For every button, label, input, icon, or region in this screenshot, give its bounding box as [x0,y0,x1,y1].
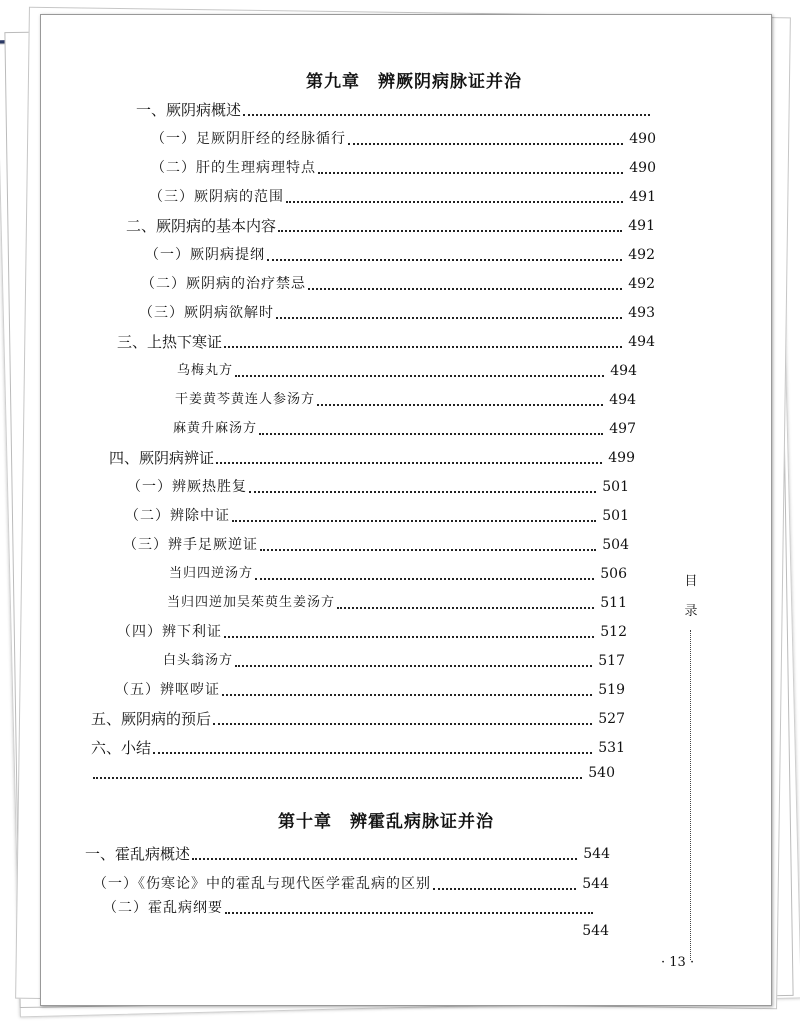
toc-entry [151,157,656,179]
leader-dots [224,635,594,638]
leader-dots [308,287,622,290]
toc-entry [123,534,629,556]
toc-entry-label: 六、小结 [91,739,152,757]
toc-entry-page: 544 [583,846,610,862]
toc-entry-label: （一）厥阴病提纲 [145,247,265,263]
toc-entry-label: 二、厥阴病的基本内容 [126,217,277,235]
chapter-10-title: 第十章 辨霍乱病脉证并治 [278,812,494,832]
toc-entry-page: 491 [629,189,656,205]
toc-entry-page: 490 [629,160,656,176]
toc-entry-page: 491 [628,218,655,234]
toc-entry-label: （三）厥阴病的范围 [149,189,284,205]
leader-dots [249,490,596,493]
toc-entry [117,331,655,353]
toc-entry-page: 494 [610,363,637,379]
toc-entry [126,215,655,237]
toc-entry-label: （四）辨下利证 [117,624,222,640]
leader-dots [267,258,622,261]
leader-dots [317,403,603,406]
margin-dotted-line [690,630,691,960]
toc-entry-page: 506 [600,566,627,582]
toc-entry-label: 白头翁汤方 [163,653,234,668]
toc-entry-page: 512 [600,624,627,640]
toc-entry [169,563,627,585]
toc-entry [109,447,635,469]
margin-label-char: 录 [684,604,698,619]
toc-entry-page: 519 [598,682,625,698]
toc-entry-page: 501 [602,508,629,524]
toc-entry-page: 544 [582,876,609,892]
toc-entry-page: 499 [608,450,635,466]
toc-entry-label: 当归四逆加吴茱萸生姜汤方 [167,595,336,610]
leader-dots [235,374,604,377]
margin-label-char: 目 [684,574,698,589]
toc-entry-label: 干姜黄芩黄连人参汤方 [175,392,316,407]
leader-dots [224,345,622,348]
toc-entry [117,621,627,643]
toc-entry [91,762,615,784]
toc-entry-page: 531 [598,740,625,756]
toc-entry [125,505,629,527]
toc-entry-page: 527 [598,711,625,727]
toc-entry [127,476,629,498]
toc-entry-page: 494 [628,334,655,350]
leader-dots [286,200,623,203]
toc-entry [85,843,610,865]
leader-dots [93,776,582,779]
toc-entry-label: 乌梅丸方 [177,363,234,378]
toc-entry-page: 501 [602,479,629,495]
leader-dots [232,519,596,522]
toc-entry-label: （二）辨除中证 [125,508,230,524]
toc-entry [173,418,636,440]
leader-dots [213,722,592,725]
toc-entry [91,708,625,730]
leader-dots [222,693,592,696]
toc-entry [149,186,656,208]
toc-entry-label: （五）辨呕哕证 [115,682,220,698]
toc-entry [139,302,655,324]
toc-entry-label: 五、厥阴病的预后 [91,710,212,728]
toc-entry [177,360,637,382]
leader-dots [192,857,577,860]
toc-entry [175,389,636,411]
leader-dots [260,548,596,551]
toc-entry-page: 492 [628,247,655,263]
chapter-9-title: 第九章 辨厥阴病脉证并治 [306,72,522,92]
toc-entry-page: 493 [628,305,655,321]
leader-dots [276,316,622,319]
leader-dots [225,911,593,914]
leader-dots [153,751,592,754]
toc-entry-label: （二）霍乱病纲要 [103,900,223,916]
toc-entry-label: （二）厥阴病的治疗禁忌 [141,276,306,292]
toc-entry-label: （二）肝的生理病理特点 [151,160,316,176]
toc-entry-label: 三、上热下寒证 [117,333,223,351]
toc-entry [103,897,599,919]
toc-entry-page: 494 [609,392,636,408]
toc-entry-label: 一、霍乱病概述 [85,845,191,863]
toc-entry [571,920,609,942]
toc-entry [91,737,625,759]
toc-entry-page: 517 [598,653,625,669]
toc-entry-page: 497 [609,421,636,437]
toc-entry-page: 504 [602,537,629,553]
toc-entry-page: 511 [600,595,627,611]
toc-entry [93,873,609,895]
toc-entry-label: 当归四逆汤方 [169,566,254,581]
toc-page [40,14,772,1006]
toc-entry [167,592,627,614]
toc-entry [163,650,625,672]
toc-entry-page: 540 [588,765,615,781]
leader-dots [235,664,592,667]
toc-entry-label: （一）足厥阴肝经的经脉循行 [151,131,346,147]
toc-entry [115,679,625,701]
toc-entry-label: 麻黄升麻汤方 [173,421,258,436]
toc-entry [136,99,656,121]
toc-entry-label: （三）厥阴病欲解时 [139,305,274,321]
leader-dots [318,171,623,174]
leader-dots [337,606,594,609]
leader-dots [278,229,622,232]
page-number-footer: · 13 · [661,955,695,970]
leader-dots [348,142,623,145]
toc-entry-label: （三）辨手足厥逆证 [123,537,258,553]
leader-dots [216,461,602,464]
toc-entry-label: 一、厥阴病概述 [136,101,242,119]
toc-entry-label: （一）辨厥热胜复 [127,479,247,495]
toc-entry [145,244,655,266]
toc-entry [151,128,656,150]
toc-entry-label: 四、厥阴病辨证 [109,449,215,467]
leader-dots [433,887,576,890]
toc-entry-label: （一）《伤寒论》中的霍乱与现代医学霍乱病的区别 [93,876,431,892]
leader-dots [259,432,603,435]
toc-entry-page: 544 [582,923,609,939]
margin-label [681,567,701,627]
leader-dots [255,577,594,580]
toc-entry-page: 492 [628,276,655,292]
toc-entry-page: 490 [629,131,656,147]
toc-entry [141,273,655,295]
leader-dots [243,113,650,116]
